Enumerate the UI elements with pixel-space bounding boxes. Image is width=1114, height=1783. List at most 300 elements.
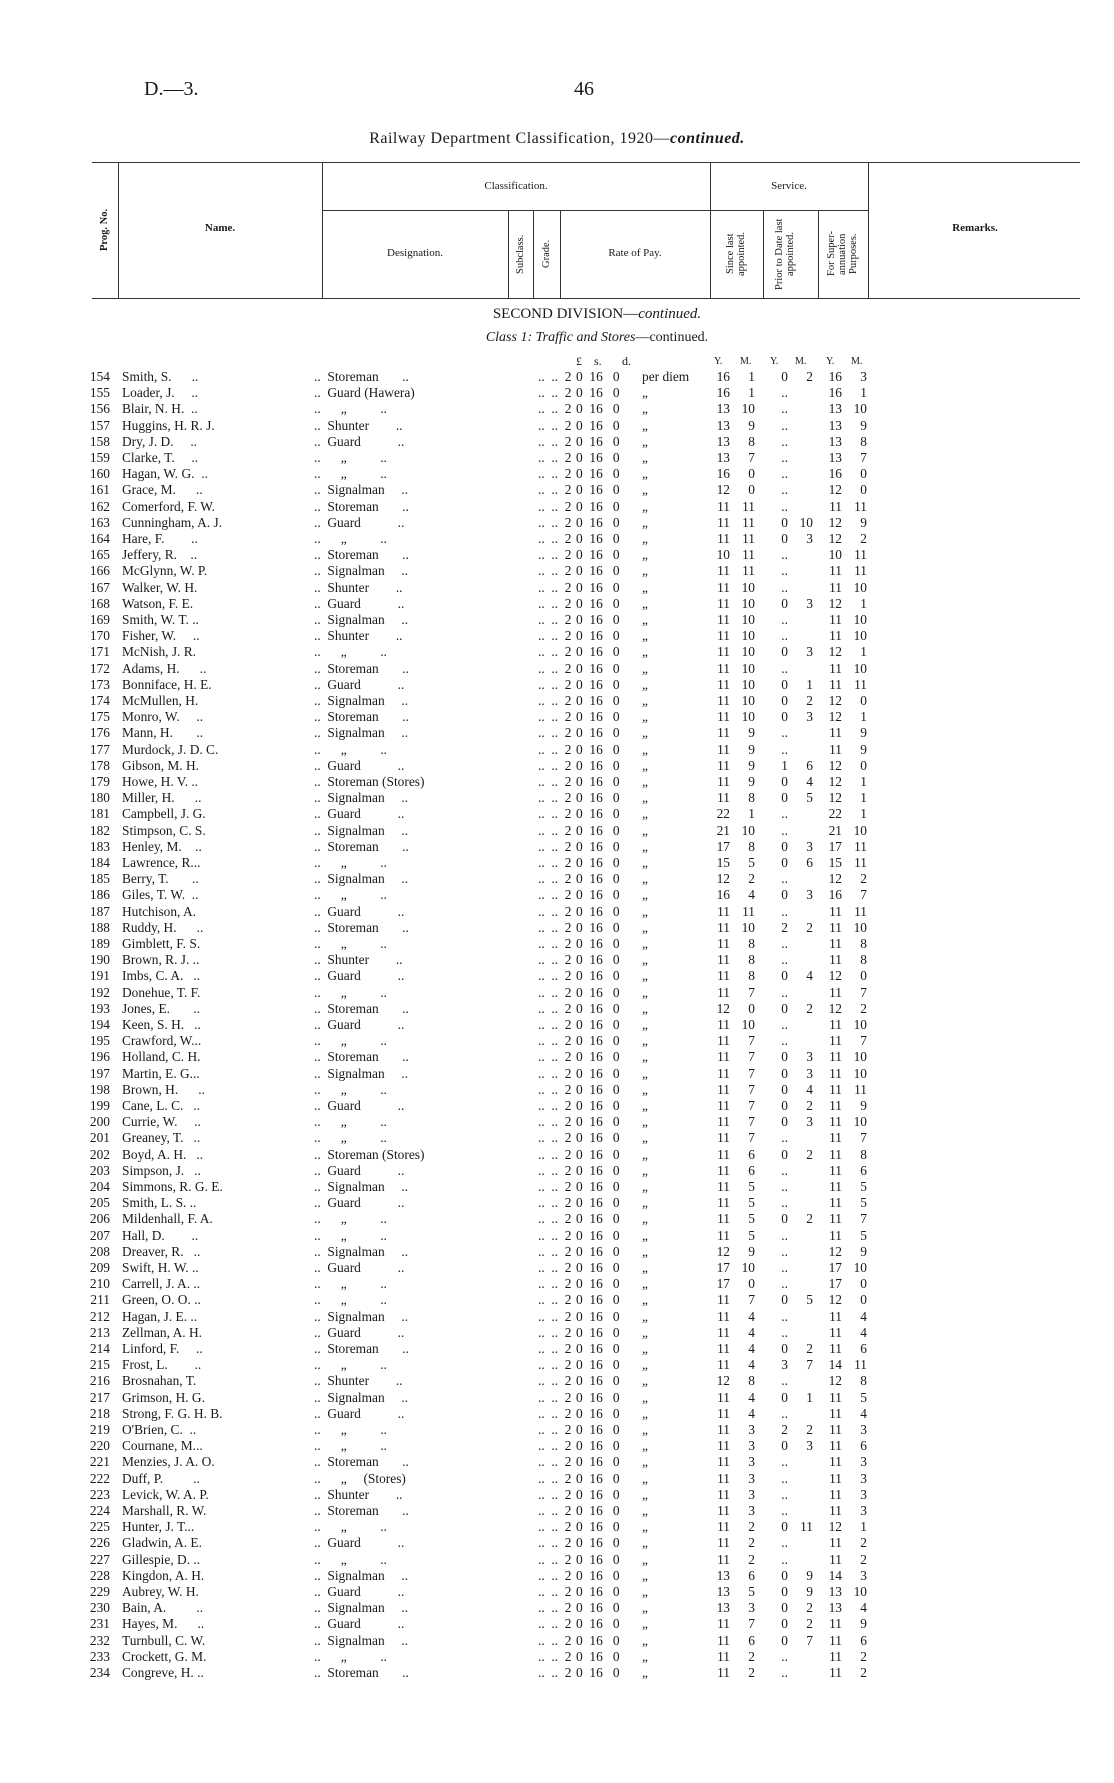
super-years: 11	[829, 1632, 842, 1648]
table-row	[0, 1665, 1114, 1681]
rate-of-pay: 0 16 0	[576, 1438, 620, 1454]
table-row	[0, 1390, 1114, 1406]
super-months: 10	[853, 1017, 867, 1032]
super-months: 3	[860, 1470, 867, 1486]
unit-years-prior: Y.	[770, 356, 779, 367]
col-sep-subclass	[533, 210, 534, 298]
table-row	[0, 1147, 1114, 1163]
employee-name: Simmons, R. G. E.	[122, 1179, 223, 1194]
prior-months: 5	[806, 790, 813, 806]
prior-years: 0	[781, 1065, 788, 1081]
super-years: 11	[829, 952, 842, 968]
table-row	[0, 450, 1114, 466]
prog-number: 180	[89, 790, 110, 806]
since-months: 4	[748, 1389, 755, 1405]
table-row	[0, 547, 1114, 563]
rate-of-pay: 0 16 0	[576, 1211, 620, 1227]
grade: .. .. 2	[538, 676, 572, 692]
since-years: 11	[717, 1665, 730, 1680]
prior-years: 3	[781, 1357, 788, 1373]
super-months: 0	[860, 1292, 867, 1308]
super-months: 5	[860, 1389, 867, 1405]
rate-of-pay: 0 16 0	[576, 1179, 620, 1194]
prog-number: 181	[89, 806, 110, 822]
header-classification: Classification.	[484, 180, 548, 192]
designation: .. Guard ..	[314, 676, 405, 692]
pay-basis: „	[642, 1179, 648, 1194]
employee-name: Imbs, C. A. ..	[122, 968, 201, 984]
col-sep-designation	[508, 210, 509, 298]
table-row	[0, 1616, 1114, 1632]
prog-number: 217	[89, 1389, 110, 1405]
since-months: 11	[742, 903, 755, 919]
prior-years: ..	[781, 725, 788, 741]
rate-of-pay: 0 16 0	[576, 1341, 620, 1356]
grade: .. .. 2	[538, 1049, 572, 1065]
designation: .. Storeman ..	[314, 838, 409, 854]
since-months: 11	[742, 514, 755, 530]
pay-basis: „	[642, 450, 648, 465]
table-row	[0, 1228, 1114, 1244]
rate-of-pay: 0 16 0	[576, 1470, 620, 1486]
pay-basis: „	[642, 1227, 648, 1243]
grade: .. .. 2	[538, 1486, 572, 1502]
pay-basis: „	[642, 1211, 648, 1227]
pay-basis: per diem	[642, 369, 690, 384]
prior-years: ..	[781, 401, 788, 417]
rate-of-pay: 0 16 0	[576, 644, 620, 660]
since-months: 9	[748, 741, 755, 757]
prog-number: 206	[89, 1211, 110, 1227]
super-years: 11	[829, 1049, 842, 1065]
super-months: 1	[860, 709, 867, 725]
super-years: 11	[829, 1438, 842, 1454]
since-years: 11	[717, 563, 730, 579]
prog-number: 224	[89, 1503, 110, 1518]
designation: .. Shunter ..	[314, 1486, 403, 1502]
grade: .. .. 2	[538, 984, 572, 1000]
prog-number: 201	[89, 1130, 110, 1146]
super-years: 11	[829, 1551, 842, 1567]
super-years: 11	[829, 612, 842, 627]
rate-of-pay: 0 16 0	[576, 709, 620, 725]
designation: .. Storeman ..	[314, 1341, 409, 1356]
prog-number: 210	[89, 1276, 110, 1292]
table-row	[0, 1552, 1114, 1568]
rate-of-pay: 0 16 0	[576, 417, 620, 433]
pay-basis: „	[642, 1098, 648, 1113]
rate-of-pay: 0 16 0	[576, 1535, 620, 1551]
prog-number: 162	[89, 498, 110, 514]
table-row	[0, 952, 1114, 968]
super-years: 11	[829, 1017, 842, 1032]
designation: .. Storeman ..	[314, 919, 409, 935]
super-months: 3	[860, 1486, 867, 1502]
grade: .. .. 2	[538, 1438, 572, 1454]
designation: .. Signalman ..	[314, 1243, 409, 1259]
rate-of-pay: 0 16 0	[576, 612, 620, 627]
table-row	[0, 709, 1114, 725]
rate-of-pay: 0 16 0	[576, 482, 620, 498]
since-months: 6	[748, 1632, 755, 1648]
grade: .. .. 2	[538, 1179, 572, 1194]
prog-number: 218	[89, 1405, 110, 1421]
super-months: 2	[860, 871, 867, 887]
super-years: 16	[828, 887, 842, 903]
rate-of-pay: 0 16 0	[576, 936, 620, 951]
employee-name: Brown, H. ..	[122, 1081, 205, 1097]
employee-name: Miller, H. ..	[122, 790, 202, 806]
super-months: 11	[854, 547, 867, 563]
header-remarks: Remarks.	[952, 222, 998, 234]
super-years: 13	[828, 417, 842, 433]
table-row	[0, 1195, 1114, 1211]
since-years: 11	[717, 1162, 730, 1178]
grade: .. .. 2	[538, 1584, 572, 1599]
employee-name: Campbell, J. G.	[122, 806, 206, 822]
designation: .. Signalman ..	[314, 1308, 409, 1324]
since-months: 10	[741, 660, 755, 676]
super-years: 11	[829, 1486, 842, 1502]
super-years: 11	[829, 1179, 842, 1194]
super-months: 11	[854, 1357, 867, 1373]
table-row	[0, 1357, 1114, 1373]
since-years: 11	[717, 1503, 730, 1518]
employee-name: Cane, L. C. ..	[122, 1098, 201, 1113]
rate-of-pay: 0 16 0	[576, 1049, 620, 1065]
rate-of-pay: 0 16 0	[576, 757, 620, 773]
prior-years: ..	[781, 563, 788, 579]
prog-number: 198	[89, 1081, 110, 1097]
prior-years: 0	[781, 1098, 788, 1113]
super-months: 7	[860, 450, 867, 465]
since-years: 11	[717, 644, 730, 660]
designation: .. „ ..	[314, 531, 387, 546]
super-months: 11	[854, 498, 867, 514]
super-months: 0	[860, 757, 867, 773]
table-row	[0, 1568, 1114, 1584]
grade: .. .. 2	[538, 790, 572, 806]
grade: .. .. 2	[538, 1632, 572, 1648]
prior-years: ..	[781, 385, 788, 401]
designation: .. Guard ..	[314, 1405, 405, 1421]
super-months: 5	[860, 1179, 867, 1194]
table-row	[0, 1422, 1114, 1438]
super-months: 0	[860, 1276, 867, 1292]
since-months: 2	[748, 1535, 755, 1551]
grade: .. .. 2	[538, 1648, 572, 1664]
table-row	[0, 401, 1114, 417]
designation: .. Signalman ..	[314, 1179, 409, 1194]
employee-name: Brown, R. J. ..	[122, 952, 200, 968]
since-years: 17	[716, 1276, 730, 1292]
since-years: 17	[716, 1260, 730, 1275]
since-years: 11	[717, 1324, 730, 1340]
prior-months: 2	[806, 1616, 813, 1632]
since-months: 3	[748, 1454, 755, 1470]
prior-years: ..	[781, 806, 788, 822]
super-years: 12	[828, 774, 842, 789]
employee-name: Donehue, T. F.	[122, 984, 201, 1000]
header-mid-rule	[322, 210, 868, 211]
grade: .. .. 2	[538, 1405, 572, 1421]
employee-name: Lawrence, R...	[122, 855, 201, 870]
since-months: 8	[748, 936, 755, 951]
table-row	[0, 1082, 1114, 1098]
division-heading	[0, 306, 1114, 323]
rate-of-pay: 0 16 0	[576, 790, 620, 806]
employee-name: Henley, M. ..	[122, 838, 202, 854]
employee-name: Duff, P. ..	[122, 1470, 200, 1486]
employee-name: Gillespie, D. ..	[122, 1551, 201, 1567]
prog-number: 219	[89, 1422, 110, 1437]
employee-name: Levick, W. A. P.	[122, 1486, 209, 1502]
prior-years: ..	[781, 466, 788, 482]
prog-number: 154	[89, 369, 110, 384]
header-designation: Designation.	[387, 247, 443, 259]
super-years: 11	[829, 903, 842, 919]
rate-of-pay: 0 16 0	[576, 1017, 620, 1032]
super-years: 11	[829, 1081, 842, 1097]
pay-basis: „	[642, 466, 648, 482]
since-months: 11	[742, 498, 755, 514]
prior-years: ..	[781, 612, 788, 627]
super-months: 11	[854, 563, 867, 579]
designation: .. Signalman ..	[314, 612, 409, 627]
rate-of-pay: 0 16 0	[576, 806, 620, 822]
super-years: 11	[829, 1211, 842, 1227]
pay-basis: „	[642, 1454, 648, 1470]
prog-number: 212	[89, 1308, 110, 1324]
rate-of-pay: 0 16 0	[576, 903, 620, 919]
designation: .. Storeman (Stores)	[314, 1146, 425, 1162]
table-row	[0, 1163, 1114, 1179]
since-months: 6	[748, 1567, 755, 1583]
employee-name: Berry, T. ..	[122, 871, 199, 887]
grade: .. .. 2	[538, 1341, 572, 1356]
designation: .. „ ..	[314, 401, 387, 417]
designation: .. Guard ..	[314, 1195, 405, 1211]
super-years: 11	[829, 1503, 842, 1518]
employee-name: Cunningham, A. J.	[122, 514, 223, 530]
pay-basis: „	[642, 984, 648, 1000]
super-months: 2	[860, 1000, 867, 1016]
since-months: 5	[748, 855, 755, 870]
class-label: Class 1:	[485, 330, 533, 345]
prog-number: 173	[89, 676, 110, 692]
rate-of-pay: 0 16 0	[576, 369, 620, 384]
designation: .. Signalman ..	[314, 1632, 409, 1648]
prior-months: 4	[806, 1081, 813, 1097]
rate-of-pay: 0 16 0	[576, 952, 620, 968]
table-row	[0, 482, 1114, 498]
unit-months-super: M.	[851, 356, 863, 367]
super-months: 4	[860, 1405, 867, 1421]
since-years: 11	[717, 1341, 730, 1356]
designation: .. Signalman ..	[314, 1600, 409, 1616]
grade: .. .. 2	[538, 1017, 572, 1032]
since-years: 11	[717, 1114, 730, 1130]
rate-of-pay: 0 16 0	[576, 563, 620, 579]
prior-years: ..	[781, 903, 788, 919]
super-years: 21	[828, 822, 842, 838]
rate-of-pay: 0 16 0	[576, 1584, 620, 1599]
table-row	[0, 677, 1114, 693]
super-years: 16	[828, 385, 842, 401]
rate-of-pay: 0 16 0	[576, 741, 620, 757]
prior-years: 0	[781, 1211, 788, 1227]
since-months: 8	[748, 968, 755, 984]
rate-of-pay: 0 16 0	[576, 1276, 620, 1292]
rate-of-pay: 0 16 0	[576, 1324, 620, 1340]
since-years: 11	[717, 790, 730, 806]
employee-name: Marshall, R. W.	[122, 1503, 207, 1518]
since-years: 13	[716, 401, 730, 417]
pay-basis: „	[642, 1567, 648, 1583]
pay-basis: „	[642, 709, 648, 725]
prog-number: 216	[89, 1373, 110, 1389]
prog-number: 209	[89, 1260, 110, 1275]
super-months: 0	[860, 968, 867, 984]
prior-years: 0	[781, 1389, 788, 1405]
grade: .. .. 2	[538, 774, 572, 789]
grade: .. .. 2	[538, 1146, 572, 1162]
prior-years: 0	[781, 1000, 788, 1016]
designation: .. Shunter ..	[314, 1373, 403, 1389]
since-years: 16	[716, 369, 730, 384]
rate-of-pay: 0 16 0	[576, 1422, 620, 1437]
prior-months: 4	[806, 968, 813, 984]
header-service: Service.	[771, 180, 807, 192]
since-months: 3	[748, 1470, 755, 1486]
employee-name: Comerford, F. W.	[122, 498, 216, 514]
table-row	[0, 580, 1114, 596]
table-row	[0, 531, 1114, 547]
since-years: 13	[716, 1584, 730, 1599]
rate-of-pay: 0 16 0	[576, 1600, 620, 1616]
prog-number: 203	[89, 1162, 110, 1178]
prog-number: 211	[90, 1292, 110, 1308]
since-months: 10	[741, 709, 755, 725]
grade: .. .. 2	[538, 466, 572, 482]
pay-basis: „	[642, 1486, 648, 1502]
table-row	[0, 499, 1114, 515]
prior-years: ..	[781, 450, 788, 465]
since-years: 13	[716, 1600, 730, 1616]
since-years: 11	[717, 1130, 730, 1146]
grade: .. .. 2	[538, 385, 572, 401]
designation: .. Signalman ..	[314, 871, 409, 887]
since-months: 5	[748, 1195, 755, 1211]
super-months: 10	[853, 1065, 867, 1081]
super-months: 7	[860, 1130, 867, 1146]
pay-basis: „	[642, 1195, 648, 1211]
prior-years: 0	[781, 369, 788, 384]
employee-name: Gladwin, A. E.	[122, 1535, 202, 1551]
since-months: 7	[748, 1616, 755, 1632]
super-months: 2	[860, 1551, 867, 1567]
super-months: 3	[860, 1454, 867, 1470]
since-years: 21	[716, 822, 730, 838]
grade: .. .. 2	[538, 838, 572, 854]
since-years: 11	[717, 1551, 730, 1567]
prior-months: 3	[806, 531, 813, 546]
designation: .. Signalman ..	[314, 1389, 409, 1405]
table-row	[0, 806, 1114, 822]
rate-of-pay: 0 16 0	[576, 1519, 620, 1535]
rate-of-pay: 0 16 0	[576, 1195, 620, 1211]
pay-basis: „	[642, 482, 648, 498]
employee-name: Gimblett, F. S.	[122, 936, 201, 951]
rate-of-pay: 0 16 0	[576, 676, 620, 692]
rate-of-pay: 0 16 0	[576, 693, 620, 708]
since-years: 12	[716, 871, 730, 887]
table-row	[0, 596, 1114, 612]
prior-years: 0	[781, 774, 788, 789]
prog-number: 199	[89, 1098, 110, 1113]
prior-years: 0	[781, 838, 788, 854]
prior-years: ..	[781, 936, 788, 951]
employee-name: Smith, W. T. ..	[122, 612, 199, 627]
table-row	[0, 1114, 1114, 1130]
designation: .. „ ..	[314, 1211, 387, 1227]
prior-years: ..	[781, 660, 788, 676]
rate-of-pay: 0 16 0	[576, 1000, 620, 1016]
pay-basis: „	[642, 1049, 648, 1065]
since-months: 10	[741, 822, 755, 838]
rate-of-pay: 0 16 0	[576, 1357, 620, 1373]
employee-name: Giles, T. W. ..	[122, 887, 199, 903]
pay-basis: „	[642, 1584, 648, 1599]
super-years: 12	[828, 1519, 842, 1535]
since-years: 11	[717, 1049, 730, 1065]
super-years: 11	[829, 1065, 842, 1081]
prior-years: 0	[781, 1584, 788, 1599]
employee-name: Menzies, J. A. O.	[122, 1454, 215, 1470]
since-months: 7	[748, 1292, 755, 1308]
since-months: 7	[748, 984, 755, 1000]
prior-months: 3	[806, 1065, 813, 1081]
grade: .. .. 2	[538, 1373, 572, 1389]
prog-number: 232	[89, 1632, 110, 1648]
pay-basis: „	[642, 676, 648, 692]
rate-of-pay: 0 16 0	[576, 838, 620, 854]
grade: .. .. 2	[538, 1665, 572, 1680]
pay-basis: „	[642, 1665, 648, 1680]
designation: .. Guard ..	[314, 1260, 405, 1275]
employee-name: Martin, E. G...	[122, 1065, 200, 1081]
since-months: 2	[748, 1519, 755, 1535]
table-row	[0, 628, 1114, 644]
since-years: 11	[717, 1179, 730, 1194]
designation: .. „ ..	[314, 1276, 387, 1292]
table-row	[0, 1033, 1114, 1049]
prior-years: 0	[781, 1292, 788, 1308]
employee-name: Jones, E. ..	[122, 1000, 201, 1016]
prior-years: 0	[781, 1341, 788, 1356]
designation: .. „ ..	[314, 1551, 387, 1567]
grade: .. .. 2	[538, 1098, 572, 1113]
since-years: 11	[717, 952, 730, 968]
since-months: 8	[748, 790, 755, 806]
prior-months: 5	[806, 1292, 813, 1308]
prior-months: 2	[806, 1000, 813, 1016]
designation: .. Signalman ..	[314, 822, 409, 838]
prior-months: 2	[806, 1211, 813, 1227]
table-row	[0, 871, 1114, 887]
pay-basis: „	[642, 1616, 648, 1632]
super-years: 11	[829, 579, 842, 595]
